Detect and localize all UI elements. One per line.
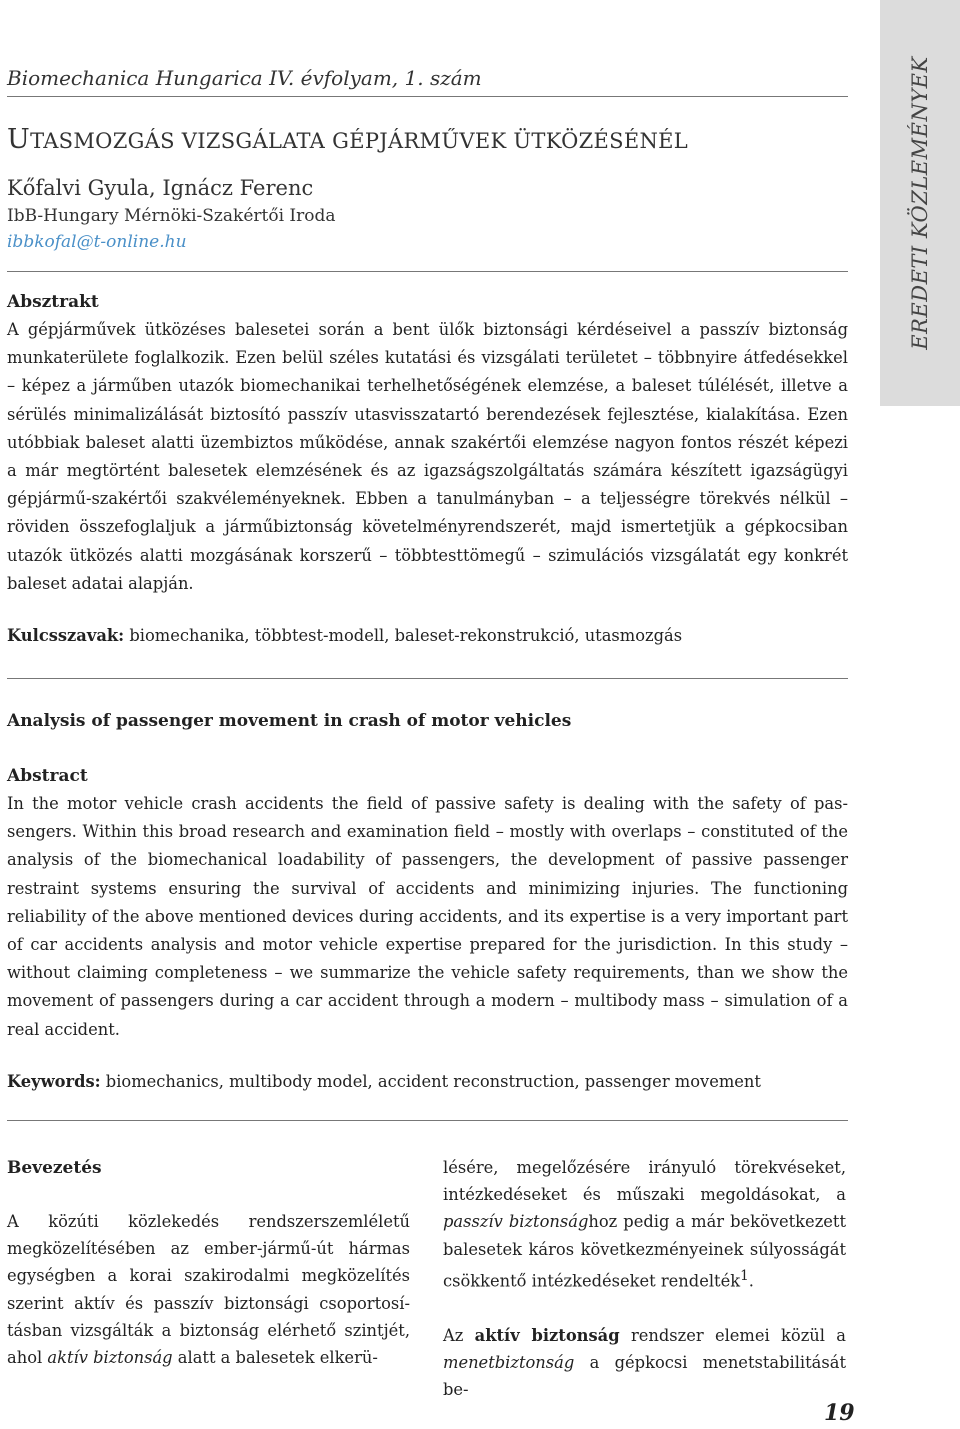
en-keywords-label: Keywords: (7, 1072, 101, 1091)
section-tab (880, 0, 960, 406)
section-rule (7, 678, 848, 679)
en-abstract-heading: Abstract (7, 766, 88, 786)
left-col-text-b: alatt a balesetek elkerü- (172, 1348, 378, 1368)
right-col-p2-emphasis: menetbiztonság (443, 1353, 575, 1373)
left-column-text (7, 1208, 410, 1371)
header-rule (7, 96, 848, 97)
title-rule (7, 271, 848, 272)
hu-keywords-text: biomechanika, többtest-modell, baleset-rekonstrukció, utasmozgás (124, 626, 683, 645)
en-title: Analysis of passenger movement in crash of motor vehicles (7, 711, 572, 731)
right-col-p2-b: rendszer elemei közül a (619, 1326, 847, 1345)
right-col-text-end: . (748, 1271, 754, 1291)
email-link[interactable]: ibbkofal@t-online.hu (7, 232, 187, 252)
en-keywords-text: biomechanics, multibody model, accident reconstruction, passenger movement (100, 1072, 761, 1091)
intro-heading: Bevezetés (7, 1158, 102, 1178)
hu-abstract-text: A gépjárművek ütközéses balesetei során a bent ülők biztonsági kérdéseivel a passzív biztonság munkaterülete foglalkozik. Ezen belül széles kutatási és vizsgálati területet – többnyire átfedésekkel – képez a járműben utazók biomechanikai terhelhetőségének elemzése, a baleset túlélését, illetve a sérülés minimalizálását biztosító passzív utasvisszatartó berendezések fejlesztése, kialakítása. Ezen utóbbiak baleset alatti üzembiztos működése, annak szakértői elemzése nagyon fontos részét képezi a már megtörtént balesetek elemzésének és az igazságszolgáltatás számára készített igazságügyi gépjármű-szakértői szakvéleményeknek. Ebben a tanulmányban – a teljességre törekvés nélkül – röviden összefoglaljuk a járműbiztonság követelményrendszerét, majd ismertetjük a gépkocsiban utazók ütközés alatti mozgásának korszerű – többtesttömegű – szimulációs vizsgálatát egy konkrét baleset adatai alapján. (7, 320, 848, 593)
page-number: 19 (824, 1400, 855, 1426)
body-rule (7, 1120, 848, 1121)
en-keywords (7, 1072, 761, 1091)
right-col-p2-a: Az (443, 1326, 475, 1345)
right-col-text-b: hoz pedig a már bekövetkezett balesetek káros következményeinek súlyosságát csökkentő intézkedéseket rendelték (443, 1212, 846, 1291)
section-tab-label: EREDETI KÖZLEMÉNYEK (908, 56, 932, 350)
title-initial: U (7, 124, 31, 155)
en-abstract-text: In the motor vehicle crash accidents the field of passive safety is dealing with the safety of passengers. Within this broad research and examination field – mostly with overlaps – constituted of the analysis of the biomechanical loadability of passengers, the development of passive passenger restraint systems ensuring the survival of accidents and minimizing injuries. The functioning reliability of the above mentioned devices during accidents, and its expertise is a very important part of car accidents analysis and motor vehicle expertise prepared for the jurisdiction. In this study – without claiming completeness – we summarize the vehicle safety requirements, than we show the movement of passengers during a car accident through a modern – multibody mass – simulation of a real accident. (7, 794, 848, 1039)
right-col-p2-c: a gépkocsi menetstabilitását be- (443, 1353, 846, 1400)
hu-keywords-label: Kulcsszavak: (7, 626, 125, 645)
journal-header: Biomechanica Hungarica IV. évfolyam, 1. szám (7, 66, 482, 90)
right-column-text-1 (443, 1154, 846, 1294)
right-column-text-2 (443, 1322, 846, 1404)
authors: Kőfalvi Gyula, Ignácz Ferenc (7, 176, 314, 200)
right-col-p2-bold: aktív biztonság (474, 1326, 620, 1345)
hu-abstract-heading: Absztrakt (7, 292, 99, 312)
title-rest: TASMOZGÁS VIZSGÁLATA GÉPJÁRMŰVEK ÜTKÖZÉSÉNÉL (30, 129, 689, 153)
hu-keywords (7, 626, 682, 645)
affiliation: IbB-Hungary Mérnöki-Szakértői Iroda (7, 206, 336, 226)
article-title (7, 124, 688, 155)
footnote-ref[interactable]: 1 (740, 1267, 749, 1284)
left-col-emphasis: aktív biztonság (47, 1348, 173, 1368)
right-col-text-a: lésére, megelőzésére irányuló törekvéseket, intézkedéseket és műszaki megoldásokat, a (443, 1158, 846, 1205)
left-col-text-a: A közúti közlekedés rendszerszemléletű megközelítésében az ember-jármű-út hármas egységben a korai szakirodalmi megközelítés szerint aktív és passzív biztonsági csoportosításban vizsgálták a biztonság elérhető szintjét, ahol (7, 1212, 410, 1368)
right-col-emphasis: passzív biztonság (443, 1212, 589, 1232)
